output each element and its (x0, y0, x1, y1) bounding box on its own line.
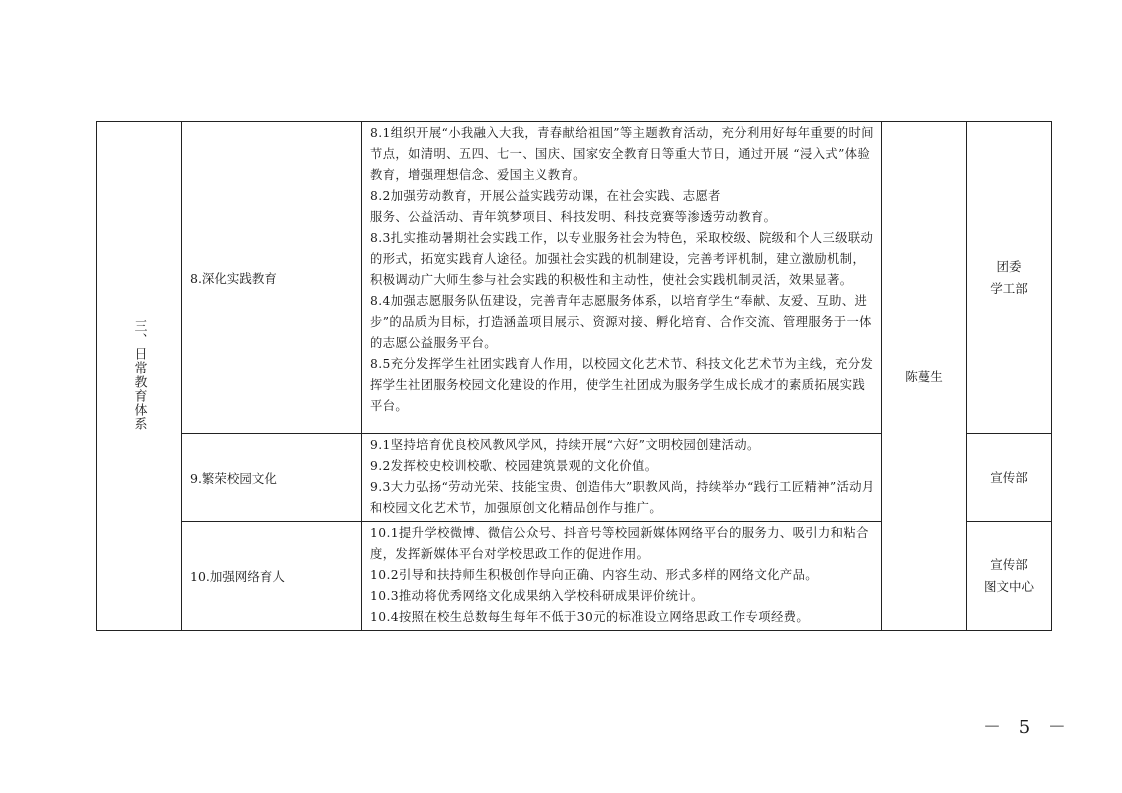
measure-text: 10.3推动将优秀网络文化成果纳入学校科研成果评价统计。 (370, 589, 704, 603)
measures-cell (362, 522, 882, 631)
measure-text: 服务、公益活动、青年筑梦项目、科技发明、科技竞赛等渗透劳动教育。 (370, 210, 777, 224)
plan-table (96, 121, 1052, 631)
measure-text: 8.2加强劳动教育，开展公益实践劳动课，在社会实践、志愿者 (370, 189, 721, 203)
measure-text: 10.1提升学校微博、微信公众号、抖音号等校园新媒体网络平台的服务力、吸引力和粘合度，发挥新媒体平台对学校思政工作的促进作用。 (370, 526, 869, 561)
item-label: 8.深化实践教育 (190, 270, 277, 286)
item-cell (182, 122, 362, 434)
lead-name: 陈蔓生 (905, 369, 943, 384)
measure-text: 9.2发挥校史校训校歌、校园建筑景观的文化价值。 (370, 459, 658, 473)
measure-text: 10.4按照在校生总数每生每年不低于30元的标准设立网络思政工作专项经费。 (370, 610, 810, 624)
category-label: 三、日常教育体系 (131, 318, 147, 431)
item-label: 10.加强网络育人 (190, 569, 285, 584)
measure-text: 8.5充分发挥学生社团实践育人作用，以校园文化艺术节、科技文化艺术节为主线，充分发挥学生社团服务校园文化建设的作用，使学生社团成为服务学生成长成才的素质拓展实践平台。 (370, 357, 874, 413)
measures-cell (362, 122, 882, 434)
department-name: 图文中心 (983, 579, 1034, 594)
department-cell (967, 522, 1052, 631)
department-name: 团委 (996, 258, 1022, 274)
department-name: 学工部 (990, 280, 1028, 296)
category-cell (97, 122, 182, 631)
department-name: 宣传部 (990, 469, 1028, 485)
page-number: － 5 － (983, 717, 1072, 738)
department-name: 宣传部 (990, 557, 1028, 572)
measure-text: 9.1坚持培育优良校风教风学风，持续开展“六好”文明校园创建活动。 (370, 438, 760, 452)
item-cell (182, 522, 362, 631)
measure-text: 10.2引导和扶持师生积极创作导向正确、内容生动、形式多样的网络文化产品。 (370, 568, 818, 582)
measures-cell (362, 434, 882, 522)
measure-text: 8.3扎实推动暑期社会实践工作，以专业服务社会为特色，采取校级、院级和个人三级联动的形式，拓宽实践育人途径。加强社会实践的机制建设，完善考评机制，建立激励机制，积极调动广大师生参与社会实践的积极性和主动性，使社会实践机制灵活，效果显著。 (370, 231, 874, 287)
measure-text: 9.3大力弘扬“劳动光荣、技能宝贵、创造伟大”职教风尚，持续举办“践行工匠精神”活动月和校园文化艺术节，加强原创文化精品创作与推广。 (370, 480, 875, 515)
item-label: 9.繁荣校园文化 (190, 470, 277, 486)
measure-text: 8.1组织开展“小我融入大我，青春献给祖国”等主题教育活动，充分利用好每年重要的时间节点，如清明、五四、七一、国庆、国家安全教育日等重大节日，通过开展 “浸入式”体验教育，增强理想信念、爱国主义教育。 (370, 126, 874, 182)
department-cell (967, 122, 1052, 434)
item-cell (182, 434, 362, 522)
table-row (97, 122, 1052, 434)
department-cell (967, 434, 1052, 522)
lead-cell (882, 122, 967, 631)
measure-text: 8.4加强志愿服务队伍建设，完善青年志愿服务体系，以培育学生“奉献、友爱、互助、进步”的品质为目标，打造涵盖项目展示、资源对接、孵化培育、合作交流、管理服务于一体的志愿公益服务平台。 (370, 294, 872, 350)
